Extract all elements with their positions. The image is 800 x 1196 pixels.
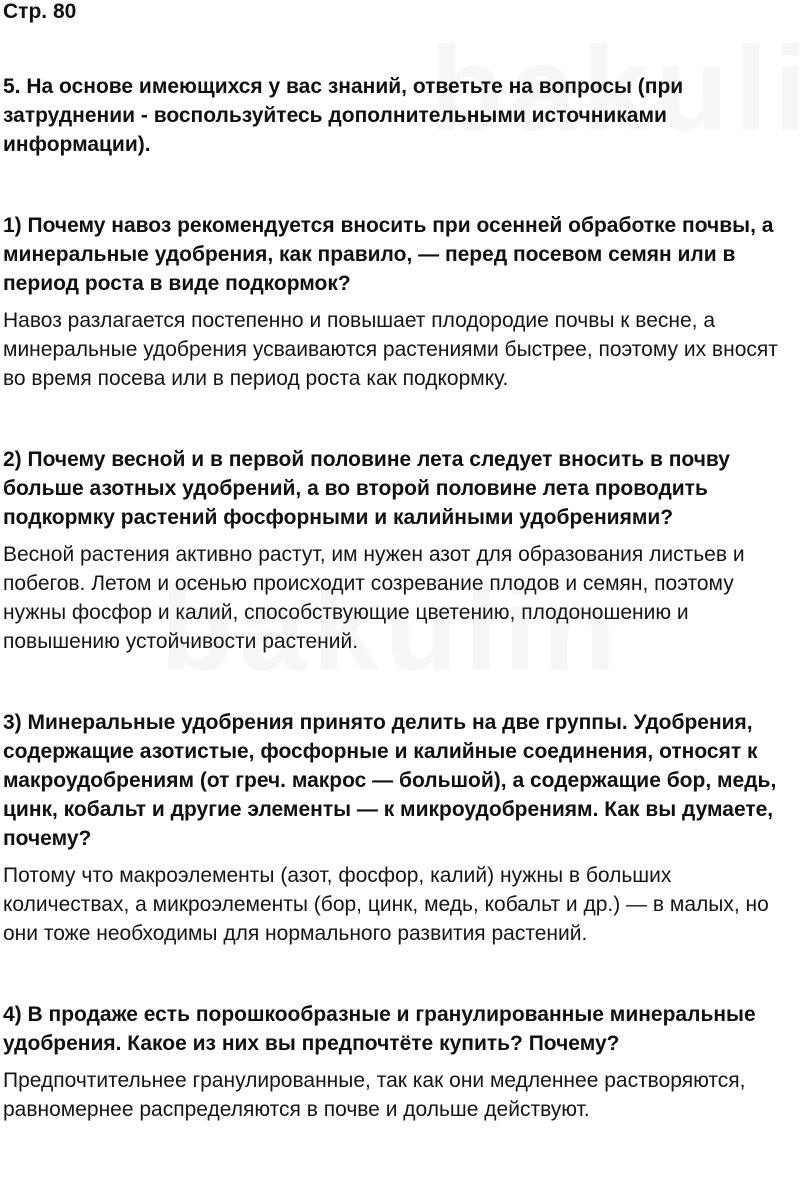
question-text: 3) Минеральные удобрения принято делить на две группы. Удобрения, содержащие азотистые, фосфорные и калийные соединения, относят к макроудобрениям (от греч. макрос — большой), а содержащие бор, медь, цинк, кобальт и другие элементы — к микроудобрениям. Как вы думаете, почему? bbox=[3, 711, 777, 850]
question-block bbox=[3, 445, 800, 656]
answer-text: Потому что макроэлементы (азот, фосфор, калий) нужны в больших количествах, а микроэлементы (бор, цинк, медь, кобальт и др.) — в малых, но они тоже необходимы для нормального развития растений. bbox=[3, 864, 769, 945]
question-block bbox=[3, 1000, 800, 1124]
question-block bbox=[3, 708, 800, 948]
task-title: 5. На основе имеющихся у вас знаний, ответьте на вопросы (при затруднении - воспользуйтесь дополнительными источниками информации). bbox=[3, 75, 684, 156]
question-text: 4) В продаже есть порошкообразные и гранулированные минеральные удобрения. Какое из них вы предпочтёте купить? Почему? bbox=[3, 1003, 756, 1055]
question-block bbox=[3, 211, 800, 393]
page-number: Стр. 80 bbox=[3, 0, 77, 23]
answer-text: Навоз разлагается постепенно и повышает плодородие почвы к весне, а минеральные удобрения усваиваются растениями быстрее, поэтому их вносят во время посева или в период роста как подкормку. bbox=[3, 309, 778, 390]
question-text: 1) Почему навоз рекомендуется вносить при осенней обработке почвы, а минеральные удобрения, как правило, — перед посевом семян или в период роста в виде подкормок? bbox=[3, 214, 774, 295]
answer-text: Предпочтительнее гранулированные, так как они медленнее растворяются, равномернее распределяются в почве и дольше действуют. bbox=[3, 1069, 746, 1121]
question-text: 2) Почему весной и в первой половине лета следует вносить в почву больше азотных удобрений, а во второй половине лета проводить подкормку растений фосфорными и калийными удобрениями? bbox=[3, 448, 730, 529]
answer-text: Весной растения активно растут, им нужен азот для образования листьев и побегов. Летом и осенью происходит созревание плодов и семян, поэтому нужны фосфор и калий, способствующие цветению, плодоношению и повышению устойчивости растений. bbox=[3, 543, 745, 653]
